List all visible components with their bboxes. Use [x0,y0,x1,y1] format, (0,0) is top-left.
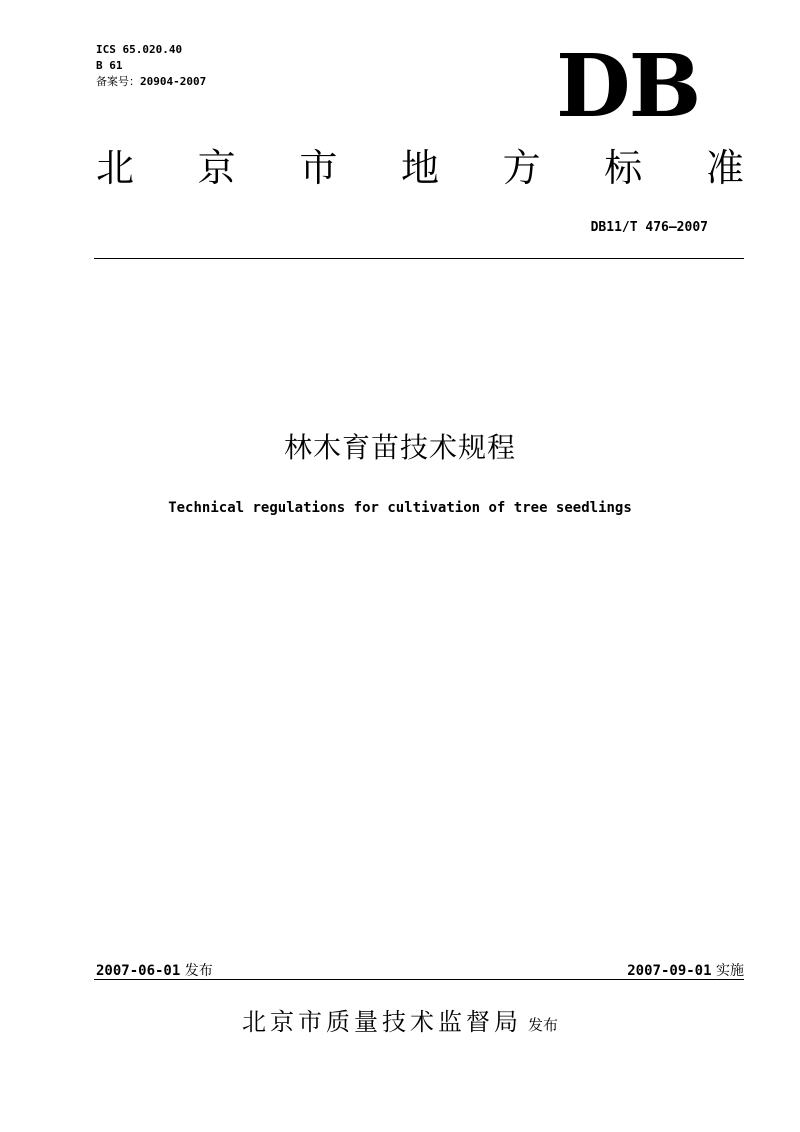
issue-label: 发布 [184,963,213,979]
standard-type-char: 方 [502,146,541,190]
bottom-divider [94,979,744,980]
standard-type-char: 北 [96,146,135,190]
top-divider [94,258,744,259]
ics-code: ICS 65.020.40 [96,43,183,56]
standard-type-char: 京 [197,146,236,190]
ccs-code: B 61 [96,59,123,72]
publisher-label: 发布 [527,1016,558,1034]
implementation-date-line [627,960,744,980]
standard-type-char: 准 [705,146,744,190]
registration-label: 备案号： [96,75,140,88]
implementation-date: 2007-09-01 [627,963,712,979]
standard-type-char: 地 [400,146,439,190]
issue-date: 2007-06-01 [96,963,181,979]
classification-block [96,42,206,90]
issue-date-line [96,960,213,980]
standard-type-char: 标 [604,146,643,190]
standard-type-char: 市 [299,146,338,190]
db-logo: DB [556,36,700,137]
publisher-line [0,1002,800,1037]
publisher-name: 北京市质量技术监督局 [241,1008,522,1036]
standard-number: DB11/T 476—2007 [590,220,708,235]
registration-number: 20904-2007 [140,75,207,88]
document-title-english: Technical regulations for cultivation of tree seedlings [168,500,632,516]
registration-line [96,74,206,90]
standard-type-title [96,146,744,190]
document-title-chinese: 林木育苗技术规程 [283,431,516,464]
implementation-label: 实施 [716,963,744,979]
